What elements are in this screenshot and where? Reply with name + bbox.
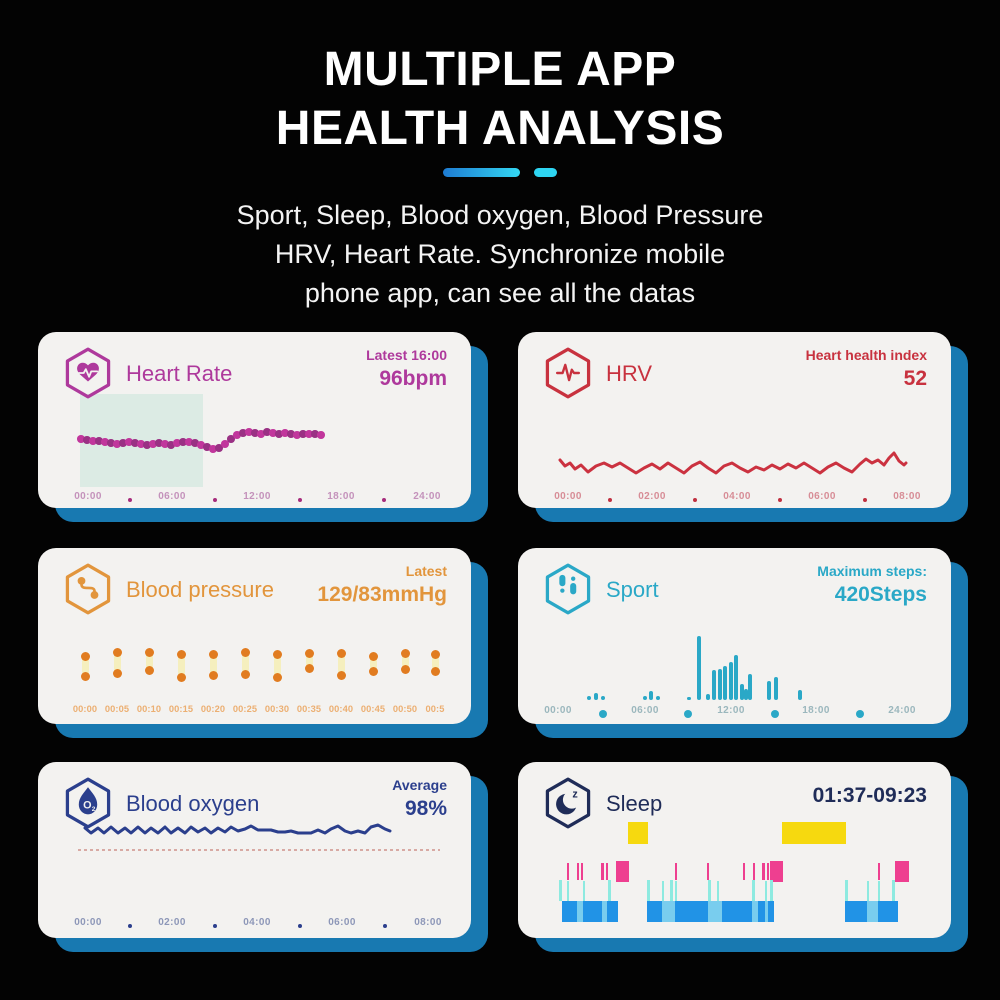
sport-title: Sport xyxy=(606,577,659,602)
hrv-axis-label: 02:00 xyxy=(638,491,666,502)
blood-pressure-axis-label: 00:30 xyxy=(264,704,290,714)
sleep-rem-mark xyxy=(707,863,709,880)
bp-diastolic-dot xyxy=(145,666,154,675)
sleep-light-tick xyxy=(770,880,773,901)
title-line-1: MULTIPLE APP xyxy=(323,43,677,96)
hrv-axis-label: 00:00 xyxy=(554,491,582,502)
title-line-2: HEALTH ANALYSIS xyxy=(275,102,725,155)
divider-bar-long xyxy=(443,168,520,177)
blood-pressure-icon xyxy=(64,563,112,615)
sleep-rem-mark xyxy=(675,863,677,880)
sport-bar xyxy=(643,696,647,700)
sleep-rem-mark xyxy=(770,861,783,882)
sport-stat xyxy=(817,563,927,607)
sport-bar xyxy=(587,696,591,700)
sport-stat-label: Maximum steps: xyxy=(817,563,927,579)
oxygen-baseline xyxy=(78,849,440,851)
blood-pressure-card xyxy=(38,548,471,724)
sport-bar xyxy=(718,669,722,700)
title-divider xyxy=(0,168,1000,177)
bp-systolic-dot xyxy=(401,649,410,658)
sleep-rem-mark xyxy=(762,863,765,880)
sport-card xyxy=(518,548,951,724)
sleep-light-tick xyxy=(892,880,895,901)
sport-bar xyxy=(723,666,727,700)
svg-text:z: z xyxy=(572,788,578,801)
bp-systolic-dot xyxy=(369,652,378,661)
sleep-deep-stripe xyxy=(602,901,607,922)
heart-rate-title: Heart Rate xyxy=(126,361,233,386)
subtitle-line: Sport, Sleep, Blood oxygen, Blood Pressure xyxy=(236,200,764,230)
blood-oxygen-title: Blood oxygen xyxy=(126,791,260,816)
blood-pressure-axis-label: 00:05 xyxy=(104,704,130,714)
sleep-light-tick xyxy=(647,880,650,901)
blood-oxygen-card xyxy=(38,762,471,938)
sleep-light-tick xyxy=(765,881,767,901)
blood-oxygen-stat-label: Average xyxy=(392,777,447,793)
heart-rate-axis-label: 18:00 xyxy=(327,491,355,502)
blood-pressure-axis-label: 00:5 xyxy=(425,704,445,714)
sleep-rem-mark xyxy=(581,863,583,880)
hrv-pulse-icon xyxy=(544,347,592,399)
bp-systolic-dot xyxy=(305,649,314,658)
sleep-deep-block xyxy=(562,901,618,922)
hrv-title: HRV xyxy=(606,361,653,386)
blood-oxygen-axis-label: 06:00 xyxy=(328,917,356,928)
sleep-rem-mark xyxy=(616,861,629,882)
sport-axis-dot xyxy=(771,710,779,718)
page-title xyxy=(0,40,1000,158)
heart-rate-axis-label: 06:00 xyxy=(158,491,186,502)
svg-text:2: 2 xyxy=(91,806,96,814)
divider-bar-short xyxy=(534,168,557,177)
heart-rate-axis-dot xyxy=(128,498,132,502)
bp-diastolic-dot xyxy=(113,669,122,678)
sleep-deep-stripe xyxy=(662,901,675,922)
bp-systolic-dot xyxy=(209,650,218,659)
blood-oxygen-axis-label: 04:00 xyxy=(243,917,271,928)
blood-pressure-axis-label: 00:15 xyxy=(168,704,194,714)
sport-bar xyxy=(798,690,802,700)
bp-diastolic-dot xyxy=(81,672,90,681)
heart-rate-dot xyxy=(317,431,325,439)
sleep-light-tick xyxy=(670,880,673,901)
sleep-deep-stripe xyxy=(867,901,878,922)
heart-rate-axis-label: 24:00 xyxy=(413,491,441,502)
sleep-deep-stripe xyxy=(708,901,722,922)
sleep-light-tick xyxy=(608,880,611,901)
sport-axis-label: 18:00 xyxy=(802,705,830,716)
bp-systolic-dot xyxy=(113,648,122,657)
sleep-rem-mark xyxy=(753,863,755,880)
sleep-light-tick xyxy=(717,881,719,901)
sport-axis-label: 24:00 xyxy=(888,705,916,716)
blood-pressure-axis-label: 00:25 xyxy=(232,704,258,714)
sport-axis-label: 06:00 xyxy=(631,705,659,716)
sport-bar xyxy=(656,696,660,700)
sleep-rem-mark xyxy=(878,863,880,880)
bp-systolic-dot xyxy=(273,650,282,659)
footsteps-icon xyxy=(544,563,592,615)
bp-systolic-dot xyxy=(241,648,250,657)
sport-bar xyxy=(687,697,691,700)
sleep-rem-mark xyxy=(601,863,604,880)
hrv-card xyxy=(518,332,951,508)
sleep-awake-block xyxy=(782,822,846,844)
heart-rate-axis-label: 00:00 xyxy=(74,491,102,502)
blood-oxygen-axis-label: 08:00 xyxy=(414,917,442,928)
sleep-title: Sleep xyxy=(606,791,663,816)
blood-pressure-stat-label: Latest xyxy=(405,563,447,579)
heart-rate-axis-dot xyxy=(298,498,302,502)
sport-bar xyxy=(774,677,778,700)
blood-pressure-title: Blood pressure xyxy=(126,577,274,602)
blood-pressure-axis-label: 00:45 xyxy=(360,704,386,714)
sport-axis-dot xyxy=(684,710,692,718)
heart-rate-axis-dot xyxy=(382,498,386,502)
blood-oxygen-axis-label: 02:00 xyxy=(158,917,186,928)
heart-rate-card xyxy=(38,332,471,508)
sport-axis-dot xyxy=(599,710,607,718)
bp-diastolic-dot xyxy=(241,670,250,679)
sleep-light-tick xyxy=(752,880,755,901)
bp-diastolic-dot xyxy=(177,673,186,682)
blood-pressure-stat-value: 129/83mmHg xyxy=(317,583,447,606)
hrv-stat-label: Heart health index xyxy=(805,347,927,363)
sleep-deep-stripe xyxy=(765,901,768,922)
sleep-rem-mark xyxy=(577,863,579,880)
sleep-deep-stripe xyxy=(577,901,583,922)
sport-stat-value: 420Steps xyxy=(834,583,927,606)
bp-diastolic-dot xyxy=(337,671,346,680)
sport-bar xyxy=(601,696,605,700)
sleep-light-tick xyxy=(708,880,711,901)
heart-rate-stat-value: 96bpm xyxy=(379,367,447,390)
sport-axis-label: 00:00 xyxy=(544,705,572,716)
hrv-axis-label: 06:00 xyxy=(808,491,836,502)
sleep-awake-block xyxy=(628,822,648,844)
subtitle-line: HRV, Heart Rate. Synchronize mobile xyxy=(274,239,726,269)
bp-diastolic-dot xyxy=(273,673,282,682)
bp-systolic-dot xyxy=(145,648,154,657)
blood-pressure-axis-label: 00:40 xyxy=(328,704,354,714)
svg-text:O: O xyxy=(83,799,92,812)
bp-diastolic-dot xyxy=(369,667,378,676)
sleep-rem-mark xyxy=(606,863,608,880)
sleep-light-tick xyxy=(845,880,848,901)
sleep-light-tick xyxy=(867,881,869,901)
sleep-light-tick xyxy=(583,881,585,901)
sport-bar xyxy=(712,670,716,700)
blood-pressure-axis-label: 00:35 xyxy=(296,704,322,714)
sleep-light-tick xyxy=(878,881,880,901)
sport-bar xyxy=(734,655,738,700)
blood-pressure-axis-label: 00:00 xyxy=(72,704,98,714)
subtitle xyxy=(0,196,1000,313)
heart-rate-axis-dot xyxy=(213,498,217,502)
sleep-light-tick xyxy=(675,881,677,901)
sleep-rem-mark xyxy=(743,863,745,880)
sport-bar xyxy=(697,636,701,700)
sport-bar xyxy=(649,691,653,700)
blood-oxygen-stat-value: 98% xyxy=(404,797,447,820)
blood-pressure-axis-label: 00:50 xyxy=(392,704,418,714)
bp-diastolic-dot xyxy=(431,667,440,676)
blood-oxygen-stat xyxy=(392,777,447,821)
sleep-deep-stripe xyxy=(752,901,758,922)
sleep-light-tick xyxy=(559,880,562,901)
heart-rate-stat-label: Latest 16:00 xyxy=(366,347,447,363)
blood-pressure-axis-label: 00:20 xyxy=(200,704,226,714)
subtitle-line: phone app, can see all the datas xyxy=(304,278,696,308)
blood-pressure-axis-label: 00:10 xyxy=(136,704,162,714)
bp-systolic-dot xyxy=(81,652,90,661)
sport-bar xyxy=(706,694,710,700)
sleep-rem-mark xyxy=(767,863,769,880)
bp-diastolic-dot xyxy=(401,665,410,674)
hrv-axis-label: 08:00 xyxy=(893,491,921,502)
oxygen-drop-icon xyxy=(64,777,112,829)
bp-systolic-dot xyxy=(337,649,346,658)
sleep-stat-value: 01:37-09:23 xyxy=(812,784,927,807)
sleep-card xyxy=(518,762,951,938)
sleep-rem-mark xyxy=(567,863,569,880)
heart-rate-stat xyxy=(366,347,447,391)
sport-axis-label: 12:00 xyxy=(717,705,745,716)
sleep-light-tick xyxy=(567,881,569,901)
moon-icon xyxy=(544,777,592,829)
heart-pulse-icon xyxy=(64,347,112,399)
sport-bar xyxy=(748,674,752,700)
blood-pressure-stat xyxy=(317,563,447,607)
bp-diastolic-dot xyxy=(209,671,218,680)
hrv-stat xyxy=(806,347,927,391)
sport-bar xyxy=(594,693,598,700)
sleep-light-tick xyxy=(662,881,664,901)
hrv-stat-value: 52 xyxy=(903,367,927,390)
sport-bar xyxy=(767,681,771,700)
heart-rate-axis-label: 12:00 xyxy=(243,491,271,502)
bp-systolic-dot xyxy=(431,650,440,659)
sleep-rem-mark xyxy=(895,861,909,882)
blood-oxygen-axis-label: 00:00 xyxy=(74,917,102,928)
sport-bar xyxy=(729,662,733,700)
hrv-axis-label: 04:00 xyxy=(723,491,751,502)
bp-diastolic-dot xyxy=(305,664,314,673)
bp-systolic-dot xyxy=(177,650,186,659)
sport-axis-dot xyxy=(856,710,864,718)
